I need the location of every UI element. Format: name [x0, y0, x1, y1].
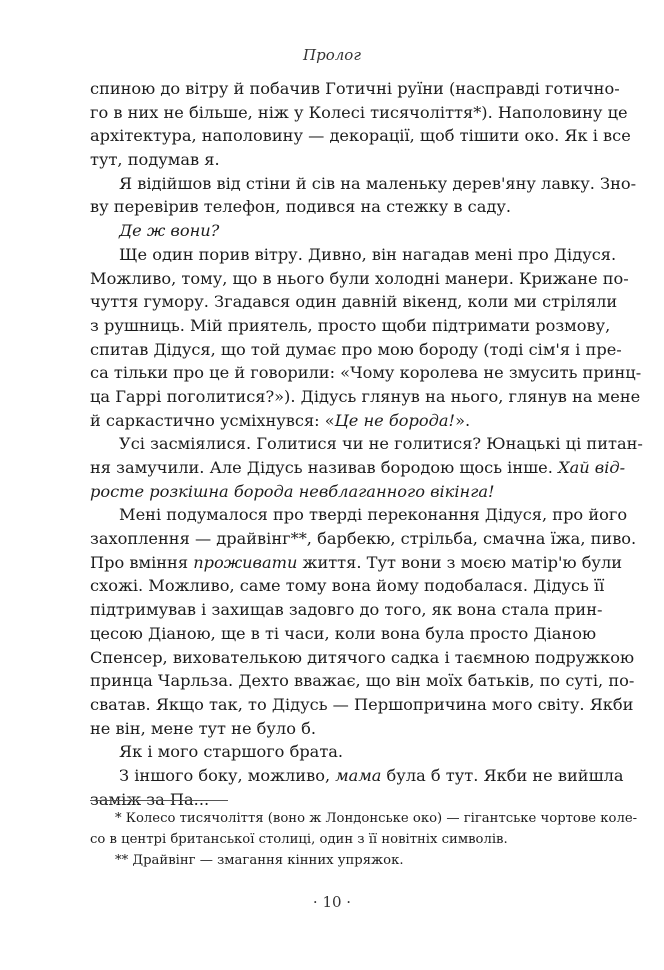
body-line	[90, 646, 635, 670]
body-line-italic: росте розкішна борода невблаганного вікінга!	[90, 481, 495, 501]
footnote-line	[90, 808, 638, 829]
body-line	[90, 314, 611, 338]
body-line-text: спитав Дідуся, що той думає про мою бороду (тоді сім'я і пре-	[90, 339, 622, 359]
body-line-text-after: життя. Тут вони з моєю матір'ю були	[297, 552, 623, 572]
body-line	[90, 764, 624, 788]
footnote-line-text: ** Драйвінг — змагання кінних упряжок.	[115, 853, 404, 868]
body-line-text: заміж за Па...	[90, 789, 210, 809]
body-line-text: сватав. Якщо так, то Дідусь — Першопричина мого світу. Якби	[90, 694, 634, 714]
body-line-text: ца Гаррі поголитися?»). Дідусь глянув на нього, глянув на мене	[90, 386, 641, 406]
body-line	[90, 385, 641, 409]
body-line	[90, 77, 620, 101]
body-line	[90, 148, 572, 172]
body-line-text: ня замучили. Але Дідусь називав бородою щось інше.	[90, 458, 559, 477]
body-line-text: схожі. Можливо, саме тому вона йому подобалася. Дідусь її	[90, 576, 605, 596]
body-line-italic: Хай від-	[558, 458, 626, 477]
body-line-text: захоплення — драйвінг**, барбекю, стрільба, смачна їжа, пиво.	[90, 529, 637, 549]
body-line	[90, 290, 618, 314]
body-line	[90, 195, 572, 219]
body-line-text: Про вміння	[90, 552, 194, 572]
body-line-text: підтримував і захищав задовго до того, як вона стала прин-	[90, 600, 603, 620]
footnote-divider	[90, 800, 228, 801]
body-line	[90, 740, 572, 764]
body-line-text: принца Чарльза. Дехто вважає, що він моїх батьків, по суті, по-	[90, 671, 635, 691]
body-line-text: цесою Діаною, ще в ті часи, коли вона була просто Діаною	[90, 623, 597, 643]
body-line-text: Усі засміялися. Голитися чи не голитися? Юнацькі ці питан-	[119, 434, 643, 454]
body-line-text: го в них не більше, ніж у Колесі тисячоліття*). Наполовину це	[90, 102, 628, 122]
body-line	[90, 598, 603, 622]
body-line-text: Де ж вони?	[119, 221, 220, 241]
footnotes	[90, 808, 638, 871]
body-line-text: ву перевірив телефон, подився на стежку в саду.	[90, 197, 511, 217]
body-line	[90, 267, 629, 291]
body-line-text: з рушниць. Мій приятель, просто щоби підтримати розмову,	[90, 315, 611, 335]
body-line-text: Як і мого старшого брата.	[119, 742, 344, 762]
body-line	[90, 172, 637, 196]
body-line	[90, 124, 631, 148]
body-line	[90, 622, 597, 646]
body-line-text: Ще один порив вітру. Дивно, він нагадав мені про Дідуся.	[119, 244, 617, 264]
page-number: · 10 ·	[312, 893, 352, 911]
body-line	[90, 717, 572, 741]
body-line-text: тут, подумав я.	[90, 150, 220, 170]
body-line-italic: проживати	[193, 552, 298, 572]
body-line	[90, 527, 637, 551]
body-line-italic: мама	[335, 765, 382, 785]
body-line	[90, 409, 572, 433]
body-line	[90, 480, 572, 504]
body-line-text: Мені подумалося про тверді переконання Дідуся, про його	[119, 505, 628, 525]
body-line-text: й саркастично усміхнувся: «	[90, 410, 335, 430]
body-line-text: Я відійшов від стіни й сів на маленьку дерев'яну лавку. Зно-	[119, 173, 637, 193]
body-line-text: спиною до вітру й побачив Готичні руїни (насправді готично-	[90, 79, 620, 98]
body-line-text: З іншого боку, можливо,	[119, 765, 336, 785]
body-line	[90, 243, 617, 267]
running-head: Пролог	[303, 46, 361, 64]
body-line	[90, 574, 605, 598]
body-line	[90, 219, 572, 243]
body-line	[90, 456, 626, 480]
body-text	[90, 77, 643, 811]
footnote-line-text: * Колесо тисячоліття (воно ж Лондонське око) — гігантське чортове коле-	[115, 811, 638, 826]
body-line	[90, 669, 635, 693]
body-line	[90, 361, 642, 385]
footnote-line	[90, 829, 572, 850]
body-line-text: чуття гумору. Згадався один давній вікенд, коли ми стріляли	[90, 292, 618, 312]
body-line-text-after: була б тут. Якби не вийшла	[381, 765, 624, 785]
body-line-text-after: ».	[455, 410, 471, 430]
body-line	[90, 432, 643, 456]
body-line-text: са тільки про це й говорили: «Чому королева не змусить принц-	[90, 363, 642, 383]
body-line-text: архітектура, наполовину — декорації, щоб тішити око. Як і все	[90, 126, 631, 146]
body-line-text: Можливо, тому, що в нього були холодні манери. Крижане по-	[90, 268, 629, 288]
footnote-line	[90, 850, 572, 871]
body-line-italic: Це не борода!	[334, 410, 456, 430]
footnote-line-text: со в центрі британської столиці, один з її новітніх символів.	[90, 832, 508, 847]
body-line	[90, 101, 628, 125]
body-line	[90, 693, 634, 717]
body-line	[90, 551, 623, 575]
body-line-text: не він, мене тут не було б.	[90, 718, 317, 738]
body-line	[90, 338, 622, 362]
body-line-text: Спенсер, вихователькою дитячого садка і таємною подружкою	[90, 647, 635, 667]
body-line	[90, 503, 628, 527]
